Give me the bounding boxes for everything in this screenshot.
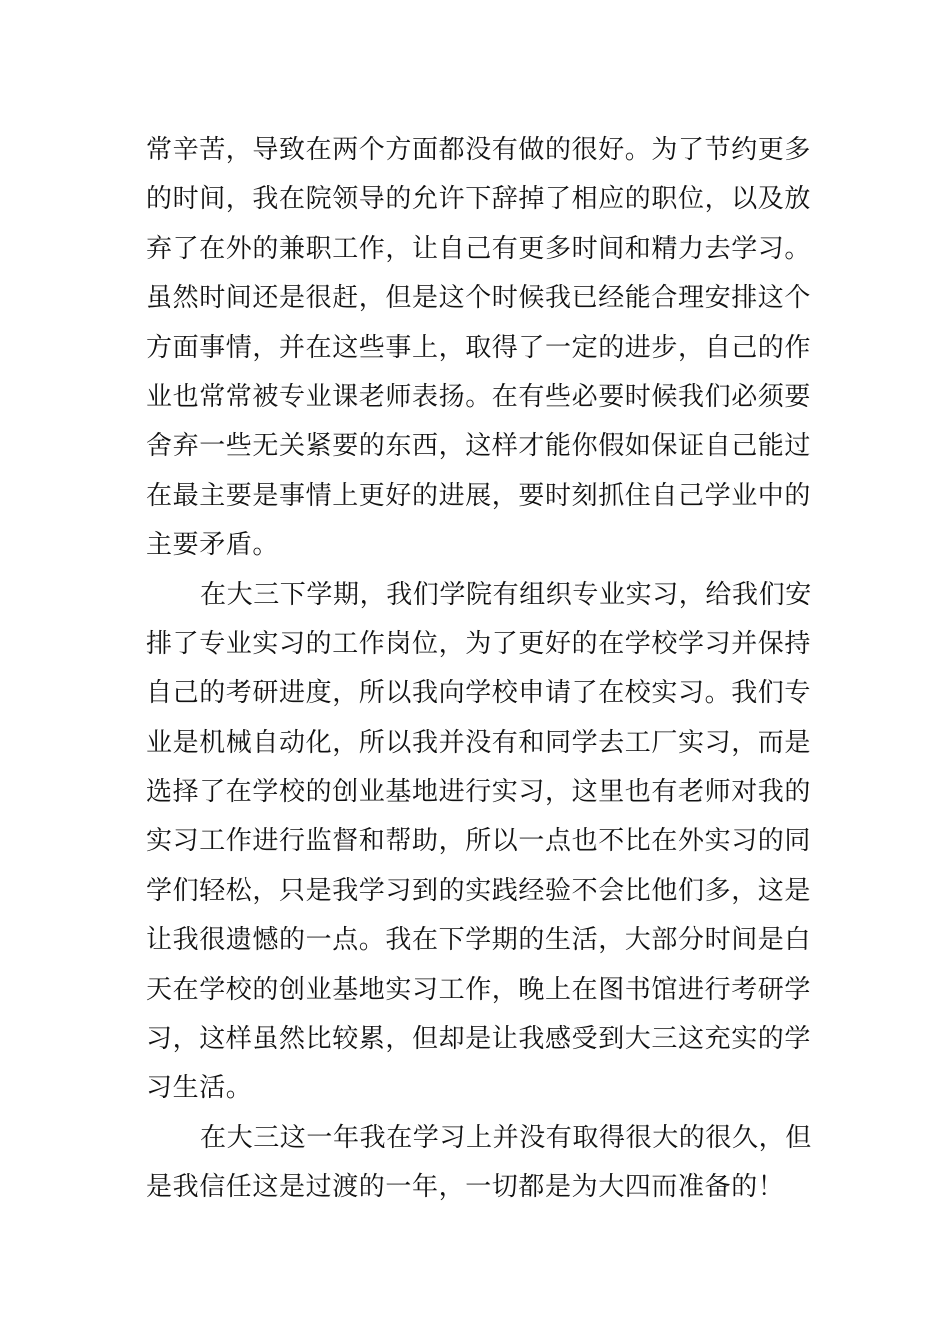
text-line: 习生活。 [146,1073,253,1104]
text-line: 弃了在外的兼职工作，让自己有更多时间和精力去学习。 [146,233,812,264]
text-line: 业是机械自动化，所以我并没有和同学去工厂实习，而是 [146,727,812,758]
body-text [146,126,812,1213]
paragraph-first-line: 在大三下学期，我们学院有组织专业实习，给我们安 [200,579,812,610]
text-line: 舍弃一些无关紧要的东西，这样才能你假如保证自己能过 [146,431,812,462]
text-line: 实习工作进行监督和帮助，所以一点也不比在外实习的同 [146,826,812,857]
paragraph-first-line: 在大三这一年我在学习上并没有取得很大的很久，但 [200,1122,812,1153]
text-line: 虽然时间还是很赶，但是这个时候我已经能合理安排这个 [146,283,812,314]
text-line: 学们轻松，只是我学习到的实践经验不会比他们多，这是 [146,875,812,906]
text-line: 方面事情，并在这些事上，取得了一定的进步，自己的作 [146,332,812,363]
text-line: 在最主要是事情上更好的进展，要时刻抓住自己学业中的 [146,480,812,511]
text-line: 常辛苦，导致在两个方面都没有做的很好。为了节约更多 [146,135,812,165]
text-line: 自己的考研进度，所以我向学校申请了在校实习。我们专 [146,678,812,709]
text-line: 选择了在学校的创业基地进行实习，这里也有老师对我的 [146,777,812,808]
text-line: 让我很遗憾的一点。我在下学期的生活，大部分时间是白 [146,925,812,956]
text-line: 主要矛盾。 [146,530,280,561]
text-line: 的时间，我在院领导的允许下辞掉了相应的职位，以及放 [146,184,812,215]
text-line: 天在学校的创业基地实习工作，晚上在图书馆进行考研学 [146,974,812,1005]
text-line: 是我信任这是过渡的一年，一切都是为大四而准备的！ [146,1172,785,1203]
text-line: 排了专业实习的工作岗位，为了更好的在学校学习并保持 [146,628,812,659]
text-line: 业也常常被专业课老师表扬。在有些必要时候我们必须要 [146,381,812,412]
text-line: 习，这样虽然比较累，但却是让我感受到大三这充实的学 [146,1024,812,1055]
